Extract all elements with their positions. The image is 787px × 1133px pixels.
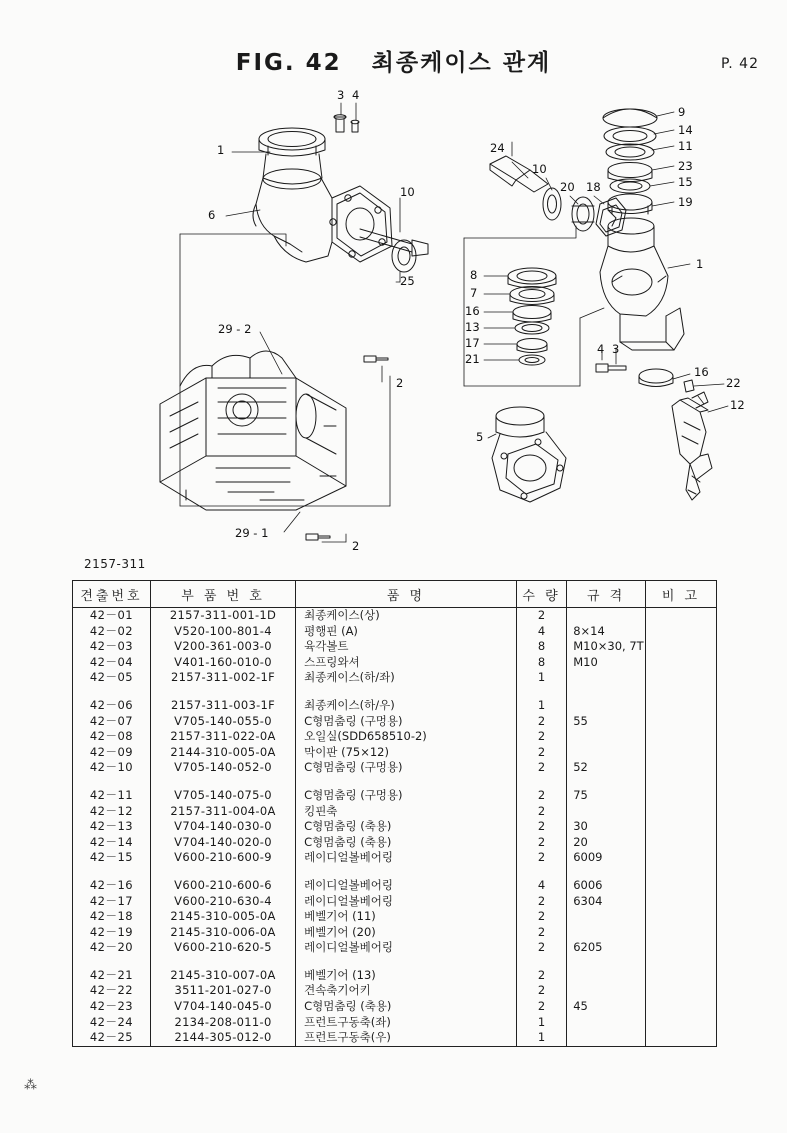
table-row: [73, 850, 717, 866]
part-ref-cell: 42－25: [73, 1030, 151, 1046]
diagram-linework: [60, 86, 760, 556]
callout-3-right: 3: [612, 342, 620, 356]
part-qty-cell: 2: [516, 925, 566, 941]
drawing-code: 2157-311: [84, 557, 146, 571]
part-spec-cell: [567, 1015, 646, 1031]
part-remark-cell: [645, 925, 716, 941]
part-ref-cell: 42－21: [73, 968, 151, 984]
part-ref-cell: 42－16: [73, 878, 151, 894]
table-row: [73, 714, 717, 730]
table-row: [73, 999, 717, 1015]
part-qty-cell: 2: [516, 999, 566, 1015]
part-number-cell: V520-100-801-4: [150, 624, 295, 640]
parts-table: [72, 580, 717, 1047]
callout-18: 18: [586, 180, 601, 194]
part-spec-cell: [567, 608, 646, 624]
part-ref-cell: 42－09: [73, 745, 151, 761]
part-name-cell: C형멈춤링 (구멍용): [296, 714, 517, 730]
part-name-cell: C형멈춤링 (축용): [296, 999, 517, 1015]
part-qty-cell: 1: [516, 1015, 566, 1031]
part-remark-cell: [645, 729, 716, 745]
callout-4-top: 4: [352, 88, 360, 102]
table-row: [73, 760, 717, 776]
part-qty-cell: 1: [516, 670, 566, 686]
part-name-cell: 육각볼트: [296, 639, 517, 655]
part-qty-cell: 2: [516, 850, 566, 866]
part-qty-cell: 2: [516, 940, 566, 956]
part-spec-cell: [567, 1030, 646, 1046]
page-header: [0, 44, 787, 84]
part-number-cell: 2145-310-007-0A: [150, 968, 295, 984]
parts-table-header: [73, 581, 717, 608]
part-spec-cell: [567, 729, 646, 745]
part-ref-cell: 42－13: [73, 819, 151, 835]
part-ref-cell: 42－18: [73, 909, 151, 925]
callout-2-upper: 2: [396, 376, 404, 390]
part-name-cell: C형멈춤링 (축용): [296, 835, 517, 851]
part-spec-cell: [567, 968, 646, 984]
part-spec-cell: 45: [567, 999, 646, 1015]
part-spec-cell: 6304: [567, 894, 646, 910]
part-ref-cell: 42－04: [73, 655, 151, 671]
part-number-cell: 2145-310-006-0A: [150, 925, 295, 941]
callout-8: 8: [470, 268, 478, 282]
part-remark-cell: [645, 909, 716, 925]
callout-4-right: 4: [597, 342, 605, 356]
table-row: [73, 608, 717, 624]
page-number: P. 42: [721, 56, 759, 72]
part-spec-cell: [567, 804, 646, 820]
part-spec-cell: 20: [567, 835, 646, 851]
table-row: [73, 788, 717, 804]
part-number-cell: V600-210-620-5: [150, 940, 295, 956]
part-ref-cell: 42－03: [73, 639, 151, 655]
part-remark-cell: [645, 835, 716, 851]
table-group-spacer: [73, 686, 717, 698]
column-header-qty: 수 량: [516, 581, 566, 608]
callout-2-lower: 2: [352, 539, 360, 553]
part-ref-cell: 42－05: [73, 670, 151, 686]
part-remark-cell: [645, 1015, 716, 1031]
corner-scan-mark: ⁂: [24, 1078, 37, 1093]
part-name-cell: C형멈춤링 (축용): [296, 819, 517, 835]
part-qty-cell: 2: [516, 804, 566, 820]
part-name-cell: 베벨기어 (11): [296, 909, 517, 925]
part-number-cell: 3511-201-027-0: [150, 983, 295, 999]
part-ref-cell: 42－24: [73, 1015, 151, 1031]
part-remark-cell: [645, 1030, 716, 1046]
part-remark-cell: [645, 608, 716, 624]
part-name-cell: 레이디얼볼베어링: [296, 850, 517, 866]
part-remark-cell: [645, 639, 716, 655]
table-row: [73, 968, 717, 984]
table-row: [73, 639, 717, 655]
part-remark-cell: [645, 894, 716, 910]
column-header-remark: 비 고: [645, 581, 716, 608]
part-remark-cell: [645, 698, 716, 714]
part-qty-cell: 8: [516, 655, 566, 671]
part-number-cell: 2144-305-012-0: [150, 1030, 295, 1046]
part-spec-cell: 30: [567, 819, 646, 835]
callout-22: 22: [726, 376, 741, 390]
part-name-cell: 프런트구동축(좌): [296, 1015, 517, 1031]
part-number-cell: V600-210-630-4: [150, 894, 295, 910]
part-ref-cell: 42－11: [73, 788, 151, 804]
part-remark-cell: [645, 788, 716, 804]
part-name-cell: 베벨기어 (20): [296, 925, 517, 941]
part-qty-cell: 2: [516, 760, 566, 776]
table-row: [73, 1030, 717, 1046]
callout-10-left: 10: [400, 185, 415, 199]
part-qty-cell: 2: [516, 835, 566, 851]
part-ref-cell: 42－12: [73, 804, 151, 820]
callout-13: 13: [465, 320, 480, 334]
callout-1-left: 1: [217, 143, 225, 157]
table-row: [73, 894, 717, 910]
callout-14: 14: [678, 123, 693, 137]
part-name-cell: 프런트구동축(우): [296, 1030, 517, 1046]
part-ref-cell: 42－08: [73, 729, 151, 745]
part-number-cell: V705-140-075-0: [150, 788, 295, 804]
callout-6: 6: [208, 208, 216, 222]
callout-12: 12: [730, 398, 745, 412]
table-row: [73, 729, 717, 745]
part-number-cell: 2144-310-005-0A: [150, 745, 295, 761]
part-ref-cell: 42－15: [73, 850, 151, 866]
part-number-cell: V600-210-600-6: [150, 878, 295, 894]
part-number-cell: V704-140-045-0: [150, 999, 295, 1015]
part-remark-cell: [645, 850, 716, 866]
table-row: [73, 804, 717, 820]
table-row: [73, 670, 717, 686]
part-spec-cell: 6205: [567, 940, 646, 956]
part-ref-cell: 42－23: [73, 999, 151, 1015]
part-qty-cell: 2: [516, 819, 566, 835]
part-number-cell: 2134-208-011-0: [150, 1015, 295, 1031]
part-number-cell: 2157-311-001-1D: [150, 608, 295, 624]
part-qty-cell: 2: [516, 894, 566, 910]
part-remark-cell: [645, 655, 716, 671]
part-number-cell: V200-361-003-0: [150, 639, 295, 655]
part-spec-cell: 6009: [567, 850, 646, 866]
table-row: [73, 624, 717, 640]
callout-7: 7: [470, 286, 478, 300]
part-number-cell: V704-140-030-0: [150, 819, 295, 835]
part-qty-cell: 1: [516, 698, 566, 714]
callout-21: 21: [465, 352, 480, 366]
table-row: [73, 655, 717, 671]
callout-16-right: 16: [694, 365, 709, 379]
part-qty-cell: 2: [516, 968, 566, 984]
part-remark-cell: [645, 804, 716, 820]
callout-16-left: 16: [465, 304, 480, 318]
part-spec-cell: [567, 670, 646, 686]
table-group-spacer: [73, 776, 717, 788]
parts-table-body: [73, 608, 717, 1047]
callout-10-center: 10: [532, 162, 547, 176]
part-remark-cell: [645, 999, 716, 1015]
part-ref-cell: 42－14: [73, 835, 151, 851]
part-qty-cell: 2: [516, 788, 566, 804]
column-header-part: 부 품 번 호: [150, 581, 295, 608]
part-spec-cell: M10: [567, 655, 646, 671]
part-spec-cell: [567, 698, 646, 714]
header-row: [73, 581, 717, 608]
part-name-cell: 오일실(SDD658510-2): [296, 729, 517, 745]
column-header-ref: 견출번호: [73, 581, 151, 608]
part-qty-cell: 2: [516, 983, 566, 999]
table-row: [73, 1015, 717, 1031]
part-name-cell: 견속축기어키: [296, 983, 517, 999]
part-remark-cell: [645, 940, 716, 956]
part-number-cell: V704-140-020-0: [150, 835, 295, 851]
part-name-cell: 평행핀 (A): [296, 624, 517, 640]
table-row: [73, 745, 717, 761]
part-number-cell: 2157-311-002-1F: [150, 670, 295, 686]
callout-3-top: 3: [337, 88, 345, 102]
part-spec-cell: [567, 909, 646, 925]
callout-9: 9: [678, 105, 686, 119]
figure-title: FIG. 42 최종케이스 관계: [235, 50, 552, 76]
table-row: [73, 835, 717, 851]
callout-17: 17: [465, 336, 480, 350]
part-name-cell: 베벨기어 (13): [296, 968, 517, 984]
part-name-cell: 막이판 (75×12): [296, 745, 517, 761]
part-ref-cell: 42－22: [73, 983, 151, 999]
part-qty-cell: 4: [516, 878, 566, 894]
callout-29-1: 29 - 1: [235, 526, 269, 540]
part-name-cell: C형멈춤링 (구멍용): [296, 788, 517, 804]
part-number-cell: V705-140-052-0: [150, 760, 295, 776]
part-number-cell: V401-160-010-0: [150, 655, 295, 671]
part-ref-cell: 42－02: [73, 624, 151, 640]
part-qty-cell: 2: [516, 729, 566, 745]
table-row: [73, 940, 717, 956]
callout-29-2: 29 - 2: [218, 322, 252, 336]
part-qty-cell: 4: [516, 624, 566, 640]
part-number-cell: 2145-310-005-0A: [150, 909, 295, 925]
part-qty-cell: 2: [516, 608, 566, 624]
table-row: [73, 698, 717, 714]
part-qty-cell: 8: [516, 639, 566, 655]
part-spec-cell: [567, 745, 646, 761]
part-name-cell: 최종케이스(하/우): [296, 698, 517, 714]
part-name-cell: 최종케이스(상): [296, 608, 517, 624]
part-spec-cell: [567, 983, 646, 999]
callout-20: 20: [560, 180, 575, 194]
part-remark-cell: [645, 968, 716, 984]
part-qty-cell: 1: [516, 1030, 566, 1046]
table-group-spacer: [73, 956, 717, 968]
callout-24: 24: [490, 141, 505, 155]
part-number-cell: 2157-311-022-0A: [150, 729, 295, 745]
part-number-cell: V705-140-055-0: [150, 714, 295, 730]
callout-23: 23: [678, 159, 693, 173]
part-qty-cell: 2: [516, 909, 566, 925]
part-name-cell: 레이디얼볼베어링: [296, 894, 517, 910]
part-ref-cell: 42－17: [73, 894, 151, 910]
part-ref-cell: 42－19: [73, 925, 151, 941]
part-name-cell: 레이디얼볼베어링: [296, 878, 517, 894]
table-row: [73, 819, 717, 835]
part-spec-cell: 52: [567, 760, 646, 776]
part-spec-cell: 8×14: [567, 624, 646, 640]
part-remark-cell: [645, 760, 716, 776]
part-name-cell: C형멈춤링 (구멍용): [296, 760, 517, 776]
part-spec-cell: 55: [567, 714, 646, 730]
part-number-cell: 2157-311-004-0A: [150, 804, 295, 820]
column-header-name: 품 명: [296, 581, 517, 608]
part-spec-cell: 6006: [567, 878, 646, 894]
part-ref-cell: 42－10: [73, 760, 151, 776]
callout-19: 19: [678, 195, 693, 209]
part-ref-cell: 42－06: [73, 698, 151, 714]
part-ref-cell: 42－07: [73, 714, 151, 730]
part-spec-cell: 75: [567, 788, 646, 804]
callout-15: 15: [678, 175, 693, 189]
part-remark-cell: [645, 670, 716, 686]
part-remark-cell: [645, 745, 716, 761]
table-row: [73, 878, 717, 894]
table-group-spacer: [73, 866, 717, 878]
part-name-cell: 킹핀축: [296, 804, 517, 820]
part-spec-cell: [567, 925, 646, 941]
callout-5: 5: [476, 430, 484, 444]
part-number-cell: 2157-311-003-1F: [150, 698, 295, 714]
part-name-cell: 스프링와셔: [296, 655, 517, 671]
callout-25: 25: [400, 274, 415, 288]
part-qty-cell: 2: [516, 714, 566, 730]
part-remark-cell: [645, 819, 716, 835]
part-qty-cell: 2: [516, 745, 566, 761]
callout-1-right: 1: [696, 257, 704, 271]
table-row: [73, 909, 717, 925]
table-row: [73, 925, 717, 941]
callout-11: 11: [678, 139, 693, 153]
part-spec-cell: M10×30, 7T: [567, 639, 646, 655]
column-header-spec: 규 격: [567, 581, 646, 608]
part-remark-cell: [645, 624, 716, 640]
part-name-cell: 레이디얼볼베어링: [296, 940, 517, 956]
part-ref-cell: 42－01: [73, 608, 151, 624]
part-name-cell: 최종케이스(하/좌): [296, 670, 517, 686]
part-remark-cell: [645, 878, 716, 894]
part-remark-cell: [645, 714, 716, 730]
exploded-diagram: [60, 86, 760, 556]
table-row: [73, 983, 717, 999]
part-ref-cell: 42－20: [73, 940, 151, 956]
part-remark-cell: [645, 983, 716, 999]
part-number-cell: V600-210-600-9: [150, 850, 295, 866]
